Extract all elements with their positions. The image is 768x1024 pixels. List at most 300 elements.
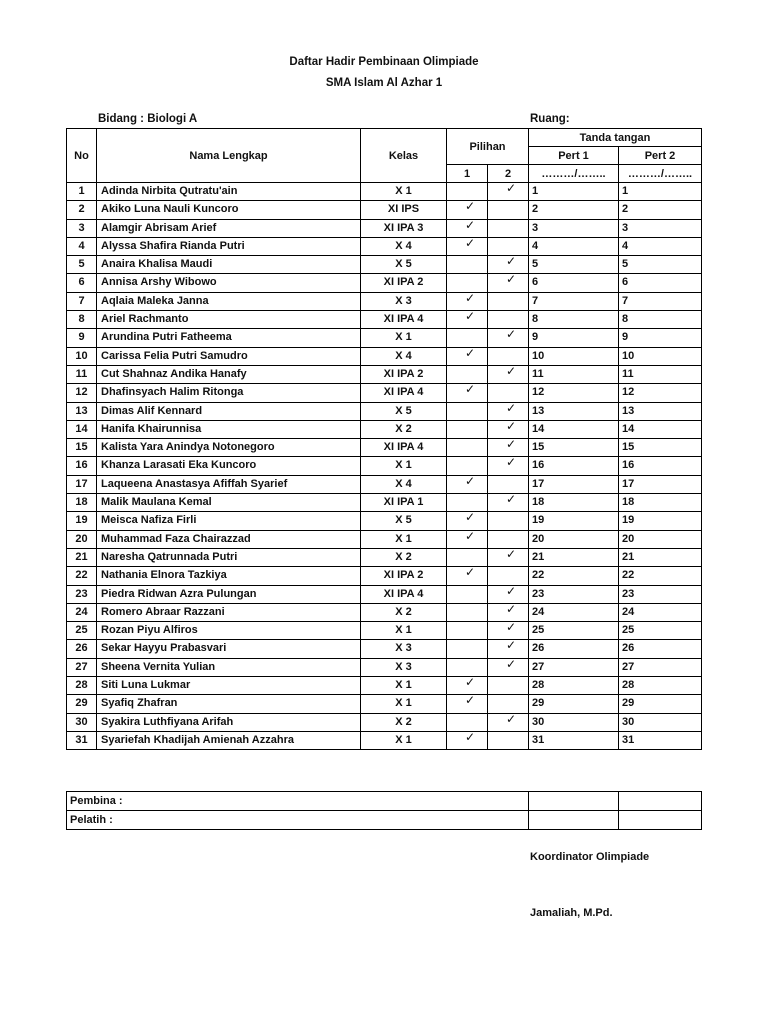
pilihan-2-cell	[488, 658, 529, 676]
sign-pert2-cell[interactable]: 15	[619, 439, 702, 457]
pilihan-2-cell	[488, 548, 529, 566]
row-no: 9	[67, 329, 97, 347]
table-row	[67, 365, 702, 383]
row-kelas: X 2	[361, 420, 447, 438]
sign-pert2-cell[interactable]: 17	[619, 475, 702, 493]
table-row	[67, 622, 702, 640]
pilihan-1-cell	[447, 256, 488, 274]
check-icon: ✓	[505, 182, 517, 195]
check-icon: ✓	[505, 438, 517, 452]
sign-pert2-cell[interactable]: 25	[619, 622, 702, 640]
row-no: 31	[67, 731, 97, 749]
row-kelas: XI IPA 4	[361, 384, 447, 402]
check-icon: ✓	[505, 585, 517, 598]
pelatih-sign-2[interactable]	[619, 811, 702, 830]
pilihan-2-cell	[488, 201, 529, 219]
pelatih-label: Pelatih :	[67, 811, 529, 830]
row-no: 1	[67, 183, 97, 201]
check-icon: ✓	[464, 694, 476, 708]
koordinator-name: Jamaliah, M.Pd.	[530, 907, 613, 919]
row-nama: Adinda Nirbita Qutratu'ain	[97, 183, 361, 201]
sign-pert2-cell[interactable]: 18	[619, 494, 702, 512]
row-nama: Piedra Ridwan Azra Pulungan	[97, 585, 361, 603]
sign-pert1-cell[interactable]: 4	[529, 237, 619, 255]
check-icon: ✓	[464, 292, 476, 305]
check-icon: ✓	[505, 273, 517, 287]
check-icon: ✓	[464, 237, 476, 250]
pilihan-1-cell	[447, 622, 488, 640]
row-kelas: X 5	[361, 256, 447, 274]
row-kelas: X 1	[361, 622, 447, 640]
header-pilihan-2: 2	[488, 165, 529, 183]
header-pert2: Pert 2	[619, 147, 702, 165]
row-nama: Dhafinsyach Halim Ritonga	[97, 384, 361, 402]
table-row	[67, 256, 702, 274]
row-kelas: X 4	[361, 347, 447, 365]
pilihan-2-cell	[488, 274, 529, 292]
pelatih-sign-1[interactable]	[529, 811, 619, 830]
row-kelas: X 1	[361, 457, 447, 475]
row-kelas: X 5	[361, 512, 447, 530]
check-icon: ✓	[505, 420, 517, 433]
sign-pert2-cell[interactable]: 13	[619, 402, 702, 420]
pilihan-1-cell	[447, 640, 488, 658]
row-nama: Muhammad Faza Chairazzad	[97, 530, 361, 548]
row-kelas: X 2	[361, 548, 447, 566]
row-kelas: X 1	[361, 695, 447, 713]
check-icon: ✓	[505, 713, 517, 726]
row-kelas: X 3	[361, 658, 447, 676]
sign-pert1-cell[interactable]: 11	[529, 365, 619, 383]
sign-pert2-cell[interactable]: 3	[619, 219, 702, 237]
sign-pert2-cell[interactable]: 22	[619, 567, 702, 585]
table-row	[67, 402, 702, 420]
row-nama: Arundina Putri Fatheema	[97, 329, 361, 347]
row-no: 21	[67, 548, 97, 566]
sign-pert2-cell[interactable]: 23	[619, 585, 702, 603]
table-row	[67, 292, 702, 310]
pilihan-1-cell	[447, 439, 488, 457]
row-kelas: X 4	[361, 475, 447, 493]
sign-pert2-cell[interactable]: 12	[619, 384, 702, 402]
row-no: 25	[67, 622, 97, 640]
table-row	[67, 457, 702, 475]
sign-pert1-cell[interactable]: 3	[529, 219, 619, 237]
sign-pert1-cell[interactable]: 19	[529, 512, 619, 530]
row-nama: Meisca Nafiza Firli	[97, 512, 361, 530]
pilihan-2-cell	[488, 457, 529, 475]
pilihan-2-cell	[488, 329, 529, 347]
sign-pert1-cell[interactable]: 6	[529, 274, 619, 292]
pilihan-2-cell	[488, 567, 529, 585]
check-icon: ✓	[464, 566, 476, 580]
row-kelas: XI IPA 2	[361, 365, 447, 383]
check-icon: ✓	[505, 493, 517, 507]
pilihan-1-cell	[447, 201, 488, 219]
row-no: 10	[67, 347, 97, 365]
row-nama: Sheena Vernita Yulian	[97, 658, 361, 676]
row-nama: Sekar Hayyu Prabasvari	[97, 640, 361, 658]
row-nama: Annisa Arshy Wibowo	[97, 274, 361, 292]
sign-pert2-cell[interactable]: 9	[619, 329, 702, 347]
bidang-label: Bidang : Biologi A	[98, 113, 198, 125]
row-no: 18	[67, 494, 97, 512]
sign-pert2-cell[interactable]: 10	[619, 347, 702, 365]
sign-pert1-cell[interactable]: 28	[529, 677, 619, 695]
sign-pert2-cell[interactable]: 7	[619, 292, 702, 310]
pilihan-1-cell	[447, 658, 488, 676]
table-row	[67, 494, 702, 512]
pilihan-1-cell	[447, 457, 488, 475]
pembina-label: Pembina :	[67, 792, 529, 811]
sign-pert2-cell[interactable]: 30	[619, 713, 702, 731]
table-row	[67, 183, 702, 201]
check-icon: ✓	[464, 347, 476, 360]
row-nama: Nathania Elnora Tazkiya	[97, 567, 361, 585]
pilihan-1-cell	[447, 329, 488, 347]
pilihan-2-cell	[488, 402, 529, 420]
row-nama: Syafiq Zhafran	[97, 695, 361, 713]
sign-pert2-cell[interactable]: 11	[619, 365, 702, 383]
pilihan-1-cell	[447, 603, 488, 621]
sign-pert1-cell[interactable]: 10	[529, 347, 619, 365]
sign-pert1-cell[interactable]: 24	[529, 603, 619, 621]
row-no: 26	[67, 640, 97, 658]
attendance-table	[66, 128, 702, 750]
sign-pert2-cell[interactable]: 28	[619, 677, 702, 695]
check-icon: ✓	[505, 456, 517, 470]
row-nama: Rozan Piyu Alfiros	[97, 622, 361, 640]
sign-pert1-cell[interactable]: 20	[529, 530, 619, 548]
pilihan-1-cell	[447, 512, 488, 530]
row-nama: Hanifa Khairunnisa	[97, 420, 361, 438]
sign-pert2-cell[interactable]: 31	[619, 731, 702, 749]
koordinator-label: Koordinator Olimpiade	[530, 851, 650, 863]
pilihan-2-cell	[488, 256, 529, 274]
row-nama: Syariefah Khadijah Amienah Azzahra	[97, 731, 361, 749]
table-row	[67, 713, 702, 731]
sign-pert2-cell[interactable]: 14	[619, 420, 702, 438]
sign-pert2-cell[interactable]: 5	[619, 256, 702, 274]
pilihan-1-cell	[447, 183, 488, 201]
sign-pert1-cell[interactable]: 25	[529, 622, 619, 640]
pilihan-2-cell	[488, 384, 529, 402]
pilihan-2-cell	[488, 512, 529, 530]
pembina-sign-2[interactable]	[619, 792, 702, 811]
header-kelas: Kelas	[361, 129, 447, 183]
check-icon: ✓	[505, 621, 517, 635]
table-row	[67, 201, 702, 219]
pilihan-2-cell	[488, 237, 529, 255]
sign-pert2-cell[interactable]: 20	[619, 530, 702, 548]
sign-pert2-cell[interactable]: 8	[619, 311, 702, 329]
sign-pert1-cell[interactable]: 18	[529, 494, 619, 512]
pilihan-2-cell	[488, 494, 529, 512]
pilihan-2-cell	[488, 603, 529, 621]
sign-pert1-cell[interactable]: 16	[529, 457, 619, 475]
pilihan-2-cell	[488, 439, 529, 457]
header-tanda-tangan: Tanda tangan	[529, 129, 702, 147]
row-kelas: X 4	[361, 237, 447, 255]
pilihan-2-cell	[488, 347, 529, 365]
header-pilihan-1: 1	[447, 165, 488, 183]
row-no: 14	[67, 420, 97, 438]
row-nama: Cut Shahnaz Andika Hanafy	[97, 365, 361, 383]
check-icon: ✓	[464, 383, 476, 397]
table-row	[67, 677, 702, 695]
row-no: 23	[67, 585, 97, 603]
row-nama: Ariel Rachmanto	[97, 311, 361, 329]
pilihan-1-cell	[447, 548, 488, 566]
row-no: 20	[67, 530, 97, 548]
row-no: 27	[67, 658, 97, 676]
row-no: 2	[67, 201, 97, 219]
check-icon: ✓	[464, 310, 476, 324]
school-name: SMA Islam Al Azhar 1	[325, 77, 443, 89]
sign-pert1-cell[interactable]: 5	[529, 256, 619, 274]
pilihan-1-cell	[447, 311, 488, 329]
signature-table	[66, 791, 702, 830]
table-row	[67, 219, 702, 237]
row-kelas: XI IPA 1	[361, 494, 447, 512]
sign-pert2-cell[interactable]: 19	[619, 512, 702, 530]
row-nama: Dimas Alif Kennard	[97, 402, 361, 420]
header-nama: Nama Lengkap	[97, 129, 361, 183]
row-no: 11	[67, 365, 97, 383]
check-icon: ✓	[505, 255, 517, 269]
table-row	[67, 237, 702, 255]
table-row	[67, 274, 702, 292]
row-kelas: X 1	[361, 677, 447, 695]
row-kelas: XI IPA 3	[361, 219, 447, 237]
row-nama: Romero Abraar Razzani	[97, 603, 361, 621]
row-kelas: X 1	[361, 731, 447, 749]
pilihan-2-cell	[488, 183, 529, 201]
check-icon: ✓	[505, 548, 517, 561]
row-nama: Carissa Felia Putri Samudro	[97, 347, 361, 365]
check-icon: ✓	[464, 475, 476, 488]
sign-pert1-cell[interactable]: 12	[529, 384, 619, 402]
ruang-label: Ruang:	[530, 113, 570, 125]
table-row	[67, 640, 702, 658]
table-row	[67, 512, 702, 530]
sign-pert2-cell[interactable]: 24	[619, 603, 702, 621]
check-icon: ✓	[505, 658, 517, 671]
pilihan-1-cell	[447, 494, 488, 512]
pilihan-1-cell	[447, 677, 488, 695]
row-nama: Naresha Qatrunnada Putri	[97, 548, 361, 566]
pilihan-2-cell	[488, 365, 529, 383]
row-nama: Syakira Luthfiyana Arifah	[97, 713, 361, 731]
pilihan-1-cell	[447, 695, 488, 713]
sign-pert2-cell[interactable]: 29	[619, 695, 702, 713]
sign-pert2-cell[interactable]: 2	[619, 201, 702, 219]
check-icon: ✓	[505, 365, 517, 378]
sign-pert1-cell[interactable]: 7	[529, 292, 619, 310]
sign-pert1-cell[interactable]: 26	[529, 640, 619, 658]
row-nama: Anaira Khalisa Maudi	[97, 256, 361, 274]
header-date-pert1: ………/……..	[529, 165, 619, 183]
row-kelas: XI IPA 4	[361, 585, 447, 603]
row-nama: Malik Maulana Kemal	[97, 494, 361, 512]
pilihan-1-cell	[447, 567, 488, 585]
pilihan-2-cell	[488, 311, 529, 329]
row-kelas: XI IPS	[361, 201, 447, 219]
sign-pert1-cell[interactable]: 27	[529, 658, 619, 676]
row-no: 16	[67, 457, 97, 475]
sign-pert1-cell[interactable]: 22	[529, 567, 619, 585]
row-no: 13	[67, 402, 97, 420]
row-no: 19	[67, 512, 97, 530]
row-no: 4	[67, 237, 97, 255]
sign-pert1-cell[interactable]: 17	[529, 475, 619, 493]
table-row	[67, 384, 702, 402]
row-kelas: X 1	[361, 183, 447, 201]
sign-pert2-cell[interactable]: 4	[619, 237, 702, 255]
row-kelas: X 3	[361, 640, 447, 658]
sign-pert2-cell[interactable]: 21	[619, 548, 702, 566]
header-date-pert2: ………/……..	[619, 165, 702, 183]
check-icon: ✓	[464, 731, 476, 744]
pembina-sign-1[interactable]	[529, 792, 619, 811]
table-row	[67, 530, 702, 548]
row-nama: Alamgir Abrisam Arief	[97, 219, 361, 237]
sign-pert1-cell[interactable]: 29	[529, 695, 619, 713]
check-icon: ✓	[464, 530, 476, 543]
row-kelas: XI IPA 4	[361, 311, 447, 329]
table-row	[67, 695, 702, 713]
sign-pert2-cell[interactable]: 26	[619, 640, 702, 658]
sign-pert1-cell[interactable]: 8	[529, 311, 619, 329]
header-no: No	[67, 129, 97, 183]
row-no: 15	[67, 439, 97, 457]
sign-pert1-cell[interactable]: 23	[529, 585, 619, 603]
check-icon: ✓	[464, 676, 476, 690]
row-no: 29	[67, 695, 97, 713]
pilihan-1-cell	[447, 530, 488, 548]
header-pert1: Pert 1	[529, 147, 619, 165]
table-row	[67, 475, 702, 493]
sign-pert1-cell[interactable]: 15	[529, 439, 619, 457]
row-kelas: XI IPA 2	[361, 274, 447, 292]
table-row	[67, 585, 702, 603]
pilihan-2-cell	[488, 640, 529, 658]
sign-pert2-cell[interactable]: 16	[619, 457, 702, 475]
row-kelas: X 3	[361, 292, 447, 310]
row-no: 5	[67, 256, 97, 274]
table-row	[67, 347, 702, 365]
row-nama: Siti Luna Lukmar	[97, 677, 361, 695]
pilihan-2-cell	[488, 695, 529, 713]
pilihan-2-cell	[488, 731, 529, 749]
table-row	[67, 567, 702, 585]
sign-pert1-cell[interactable]: 1	[529, 183, 619, 201]
sign-pert1-cell[interactable]: 9	[529, 329, 619, 347]
pilihan-2-cell	[488, 622, 529, 640]
check-icon: ✓	[464, 200, 476, 214]
row-nama: Khanza Larasati Eka Kuncoro	[97, 457, 361, 475]
check-icon: ✓	[505, 402, 517, 415]
check-icon: ✓	[505, 639, 517, 653]
pilihan-1-cell	[447, 365, 488, 383]
document-title: Daftar Hadir Pembinaan Olimpiade	[289, 56, 479, 68]
row-nama: Aqlaia Maleka Janna	[97, 292, 361, 310]
row-kelas: XI IPA 2	[361, 567, 447, 585]
check-icon: ✓	[464, 219, 476, 232]
table-row	[67, 548, 702, 566]
row-kelas: XI IPA 4	[361, 439, 447, 457]
pilihan-2-cell	[488, 292, 529, 310]
pilihan-1-cell	[447, 585, 488, 603]
pilihan-2-cell	[488, 219, 529, 237]
row-kelas: X 5	[361, 402, 447, 420]
row-no: 24	[67, 603, 97, 621]
row-no: 8	[67, 311, 97, 329]
pilihan-1-cell	[447, 219, 488, 237]
row-no: 6	[67, 274, 97, 292]
row-no: 22	[67, 567, 97, 585]
pilihan-2-cell	[488, 420, 529, 438]
row-kelas: X 1	[361, 530, 447, 548]
pilihan-2-cell	[488, 713, 529, 731]
sign-pert1-cell[interactable]: 31	[529, 731, 619, 749]
row-nama: Akiko Luna Nauli Kuncoro	[97, 201, 361, 219]
sign-pert1-cell[interactable]: 30	[529, 713, 619, 731]
pilihan-1-cell	[447, 237, 488, 255]
row-no: 7	[67, 292, 97, 310]
pilihan-2-cell	[488, 530, 529, 548]
row-nama: Kalista Yara Anindya Notonegoro	[97, 439, 361, 457]
row-nama: Alyssa Shafira Rianda Putri	[97, 237, 361, 255]
pilihan-2-cell	[488, 475, 529, 493]
sign-pert2-cell[interactable]: 27	[619, 658, 702, 676]
pilihan-1-cell	[447, 347, 488, 365]
pilihan-1-cell	[447, 713, 488, 731]
table-row	[67, 731, 702, 749]
sign-pert1-cell[interactable]: 14	[529, 420, 619, 438]
table-row	[67, 439, 702, 457]
pilihan-1-cell	[447, 731, 488, 749]
pilihan-1-cell	[447, 292, 488, 310]
row-kelas: X 2	[361, 713, 447, 731]
sign-pert2-cell[interactable]: 1	[619, 183, 702, 201]
table-row	[67, 311, 702, 329]
pilihan-1-cell	[447, 384, 488, 402]
check-icon: ✓	[505, 328, 517, 342]
table-row	[67, 329, 702, 347]
table-row	[67, 420, 702, 438]
sign-pert1-cell[interactable]: 21	[529, 548, 619, 566]
table-row	[67, 658, 702, 676]
pilihan-1-cell	[447, 475, 488, 493]
check-icon: ✓	[505, 603, 517, 616]
sign-pert2-cell[interactable]: 6	[619, 274, 702, 292]
row-kelas: X 2	[361, 603, 447, 621]
pilihan-2-cell	[488, 677, 529, 695]
table-row	[67, 603, 702, 621]
pilihan-1-cell	[447, 420, 488, 438]
pilihan-1-cell	[447, 274, 488, 292]
sign-pert1-cell[interactable]: 2	[529, 201, 619, 219]
row-no: 30	[67, 713, 97, 731]
sign-pert1-cell[interactable]: 13	[529, 402, 619, 420]
row-kelas: X 1	[361, 329, 447, 347]
row-no: 12	[67, 384, 97, 402]
header-pilihan: Pilihan	[447, 129, 529, 165]
row-no: 3	[67, 219, 97, 237]
pilihan-2-cell	[488, 585, 529, 603]
pilihan-1-cell	[447, 402, 488, 420]
